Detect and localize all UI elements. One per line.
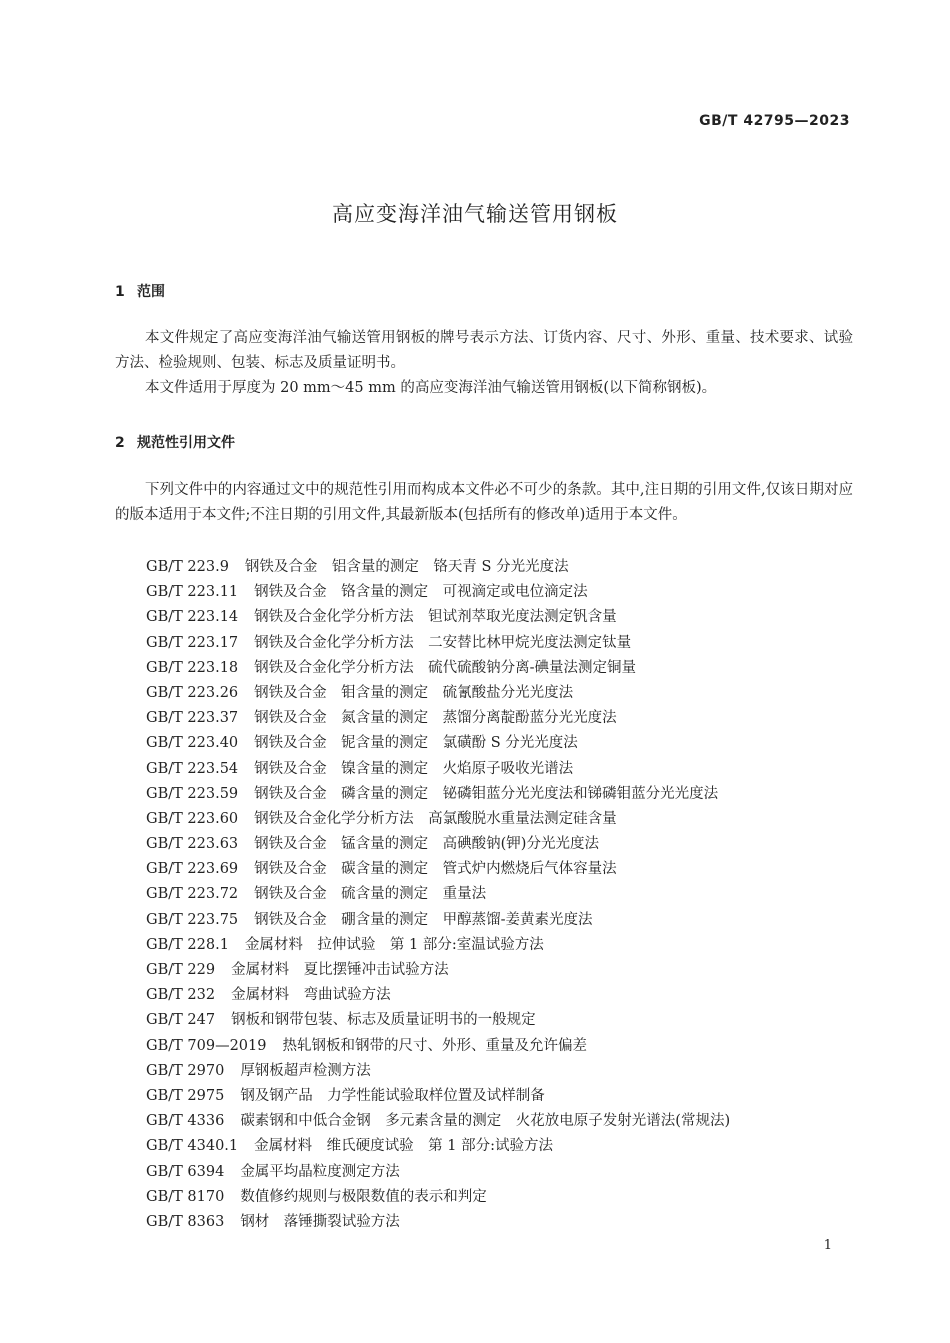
reference-title: 钢铁及合金 磷含量的测定 铋磷钼蓝分光光度法和锑磷钼蓝分光光度法 [254, 785, 719, 802]
reference-item [146, 908, 730, 933]
reference-code: GB/T 223.26 [146, 684, 239, 701]
section-2-paragraph-1: 下列文件中的内容通过文中的规范性引用而构成本文件必不可少的条款。其中,注日期的引用文件,仅该日期对应的版本适用于本文件;不注日期的引用文件,其最新版本(包括所有的修改单)适用于本文件。 [115, 482, 853, 523]
reference-item [146, 832, 730, 857]
section-1-heading [115, 281, 165, 301]
normative-references-list [146, 555, 730, 1235]
reference-code: GB/T 247 [146, 1012, 216, 1029]
reference-title: 钢铁及合金 铬含量的测定 可视滴定或电位滴定法 [254, 584, 588, 601]
reference-code: GB/T 223.9 [146, 559, 229, 575]
reference-code: GB/T 223.17 [146, 634, 239, 651]
reference-code: GB/T 2970 [146, 1062, 225, 1079]
reference-title: 钢铁及合金 硫含量的测定 重量法 [254, 886, 487, 903]
reference-title: 钢铁及合金 碳含量的测定 管式炉内燃烧后气体容量法 [254, 861, 617, 878]
reference-item [146, 580, 730, 605]
reference-title: 厚钢板超声检测方法 [240, 1062, 371, 1079]
section-number: 1 [115, 284, 125, 300]
section-number: 2 [115, 435, 125, 451]
reference-title: 钢铁及合金 氮含量的测定 蒸馏分离靛酚蓝分光光度法 [254, 710, 617, 727]
reference-item [146, 605, 730, 630]
reference-item [146, 1008, 730, 1033]
reference-code: GB/T 232 [146, 987, 216, 1004]
reference-title: 钢铁及合金化学分析方法 高氯酸脱水重量法测定硅含量 [254, 810, 617, 827]
reference-code: GB/T 223.69 [146, 861, 239, 878]
reference-code: GB/T 228.1 [146, 936, 229, 953]
reference-item [146, 1084, 730, 1109]
reference-code: GB/T 223.75 [146, 911, 239, 928]
reference-item [146, 681, 730, 706]
reference-title: 钢铁及合金 镍含量的测定 火焰原子吸收光谱法 [254, 760, 574, 777]
reference-title: 钢铁及合金 锰含量的测定 高碘酸钠(钾)分光光度法 [254, 836, 599, 853]
reference-item [146, 1160, 730, 1185]
reference-item [146, 958, 730, 983]
reference-item [146, 706, 730, 731]
reference-title: 金属材料 夏比摆锤冲击试验方法 [231, 962, 449, 978]
reference-item [146, 782, 730, 807]
standard-code: GB/T 42795—2023 [699, 113, 850, 129]
reference-title: 钢板和钢带包装、标志及质量证明书的一般规定 [231, 1012, 536, 1029]
reference-title: 钢铁及合金化学分析方法 二安替比林甲烷光度法测定钛量 [254, 634, 632, 651]
reference-code: GB/T 4340.1 [146, 1138, 239, 1155]
reference-code: GB/T 223.14 [146, 609, 239, 626]
reference-code: GB/T 223.63 [146, 836, 239, 853]
reference-item [146, 1134, 730, 1159]
reference-code: GB/T 223.59 [146, 785, 239, 802]
reference-item [146, 1210, 730, 1235]
reference-title: 金属材料 维氏硬度试验 第 1 部分:试验方法 [254, 1138, 553, 1155]
reference-title: 钢铁及合金化学分析方法 硫代硫酸钠分离-碘量法测定铜量 [254, 659, 637, 676]
reference-item [146, 631, 730, 656]
section-title: 规范性引用文件 [137, 435, 235, 451]
reference-title: 钢铁及合金 铝含量的测定 铬天青 S 分光光度法 [244, 559, 569, 575]
reference-code: GB/T 223.60 [146, 810, 239, 827]
page-number: 1 [823, 1238, 832, 1253]
section-1-paragraph-2: 本文件适用于厚度为 20 mm～45 mm 的高应变海洋油气输送管用钢板(以下简称钢板)。 [145, 380, 717, 396]
reference-code: GB/T 223.72 [146, 886, 239, 903]
reference-title: 钢铁及合金化学分析方法 钽试剂萃取光度法测定钒含量 [254, 609, 617, 626]
reference-title: 金属平均晶粒度测定方法 [240, 1163, 400, 1180]
reference-code: GB/T 229 [146, 962, 216, 978]
reference-item [146, 1034, 730, 1059]
reference-title: 钢铁及合金 硼含量的测定 甲醇蒸馏-姜黄素光度法 [254, 911, 593, 928]
reference-code: GB/T 223.54 [146, 760, 239, 777]
reference-title: 钢材 落锤撕裂试验方法 [240, 1213, 400, 1230]
reference-item [146, 656, 730, 681]
reference-item [146, 807, 730, 832]
reference-item [146, 731, 730, 756]
section-2-heading [115, 432, 235, 452]
reference-item [146, 1185, 730, 1210]
reference-code: GB/T 223.11 [146, 584, 239, 601]
reference-title: 数值修约规则与极限数值的表示和判定 [240, 1188, 487, 1205]
reference-code: GB/T 223.40 [146, 735, 239, 752]
reference-code: GB/T 8363 [146, 1213, 225, 1230]
reference-item [146, 857, 730, 882]
reference-item [146, 1059, 730, 1084]
reference-title: 钢铁及合金 钼含量的测定 硫氰酸盐分光光度法 [254, 684, 574, 701]
reference-code: GB/T 223.37 [146, 710, 239, 727]
reference-item [146, 757, 730, 782]
reference-title: 热轧钢板和钢带的尺寸、外形、重量及允许偏差 [282, 1037, 587, 1054]
reference-title: 金属材料 弯曲试验方法 [231, 987, 391, 1004]
reference-code: GB/T 4336 [146, 1113, 225, 1130]
reference-item [146, 933, 730, 958]
reference-title: 钢及钢产品 力学性能试验取样位置及试样制备 [240, 1087, 545, 1104]
reference-item [146, 1109, 730, 1134]
reference-item [146, 983, 730, 1008]
reference-title: 钢铁及合金 铌含量的测定 氯磺酚 S 分光光度法 [254, 735, 578, 752]
reference-code: GB/T 8170 [146, 1188, 225, 1205]
reference-code: GB/T 223.18 [146, 659, 239, 676]
reference-code: GB/T 709—2019 [146, 1037, 267, 1054]
reference-code: GB/T 6394 [146, 1163, 225, 1180]
reference-code: GB/T 2975 [146, 1087, 225, 1104]
document-title: 高应变海洋油气输送管用钢板 [332, 202, 618, 226]
section-1-paragraph-1: 本文件规定了高应变海洋油气输送管用钢板的牌号表示方法、订货内容、尺寸、外形、重量、技术要求、试验方法、检验规则、包装、标志及质量证明书。 [115, 330, 853, 371]
reference-title: 金属材料 拉伸试验 第 1 部分:室温试验方法 [244, 936, 544, 953]
section-title: 范围 [137, 284, 165, 300]
reference-item [146, 555, 730, 580]
reference-title: 碳素钢和中低合金钢 多元素含量的测定 火花放电原子发射光谱法(常规法) [240, 1113, 731, 1130]
reference-item [146, 882, 730, 907]
